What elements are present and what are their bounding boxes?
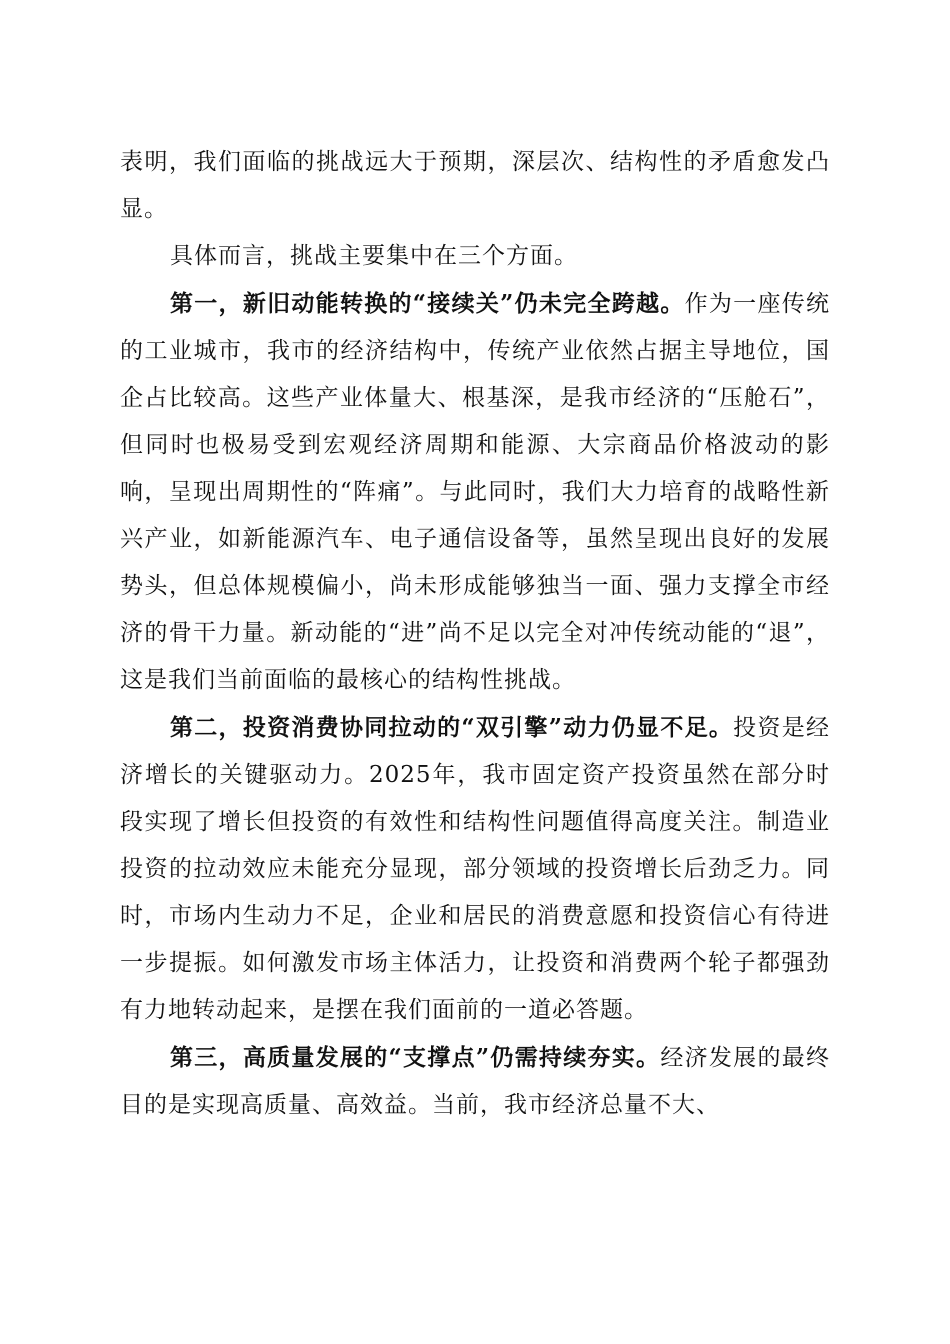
paragraph-text: 投资是经济增长的关键驱动力。2025年，我市固定资产投资虽然在部分时段实现了增长但投资的有效性和结构性问题值得高度关注。制造业投资的拉动效应未能充分显现，部分领域的投资增长后劲乏力。同时，市场内生动力不足，企业和居民的消费意愿和投资信心有待进一步提振。如何激发市场主体活力，让投资和消费两个轮子都强劲有力地转动起来，是摆在我们面前的一道必答题。 — [120, 715, 830, 1023]
paragraph-text: 表明，我们面临的挑战远大于预期，深层次、结构性的矛盾愈发凸显。 — [120, 149, 830, 222]
paragraph-heading: 第三，高质量发展的“支撑点”仍需持续夯实。 — [170, 1044, 661, 1071]
paragraph-heading: 第一，新旧动能转换的“接续关”仍未完全跨越。 — [170, 290, 685, 317]
paragraph-first-challenge — [120, 280, 830, 704]
paragraph-heading: 第二，投资消费协同拉动的“双引擎”动力仍显不足。 — [170, 714, 734, 741]
paragraph-continuation — [120, 139, 830, 233]
paragraph-text: 作为一座传统的工业城市，我市的经济结构中，传统产业依然占据主导地位，国企占比较高。这些产业体量大、根基深，是我市经济的“压舱石”，但同时也极易受到宏观经济周期和能源、大宗商品价格波动的影响，呈现出周期性的“阵痛”。与此同时，我们大力培育的战略性新兴产业，如新能源汽车、电子通信设备等，虽然呈现出良好的发展势头，但总体规模偏小，尚未形成能够独当一面、强力支撑全市经济的骨干力量。新动能的“进”尚不足以完全对冲传统动能的“退”，这是我们当前面临的最核心的结构性挑战。 — [120, 291, 831, 693]
document-page — [120, 139, 830, 1129]
paragraph-intro — [120, 233, 830, 280]
paragraph-text: 具体而言，挑战主要集中在三个方面。 — [170, 243, 578, 269]
paragraph-text: 经济发展的最终目的是实现高质量、高效益。当前，我市经济总量不大、 — [120, 1045, 831, 1118]
paragraph-third-challenge — [120, 1034, 830, 1129]
paragraph-second-challenge — [120, 704, 830, 1034]
